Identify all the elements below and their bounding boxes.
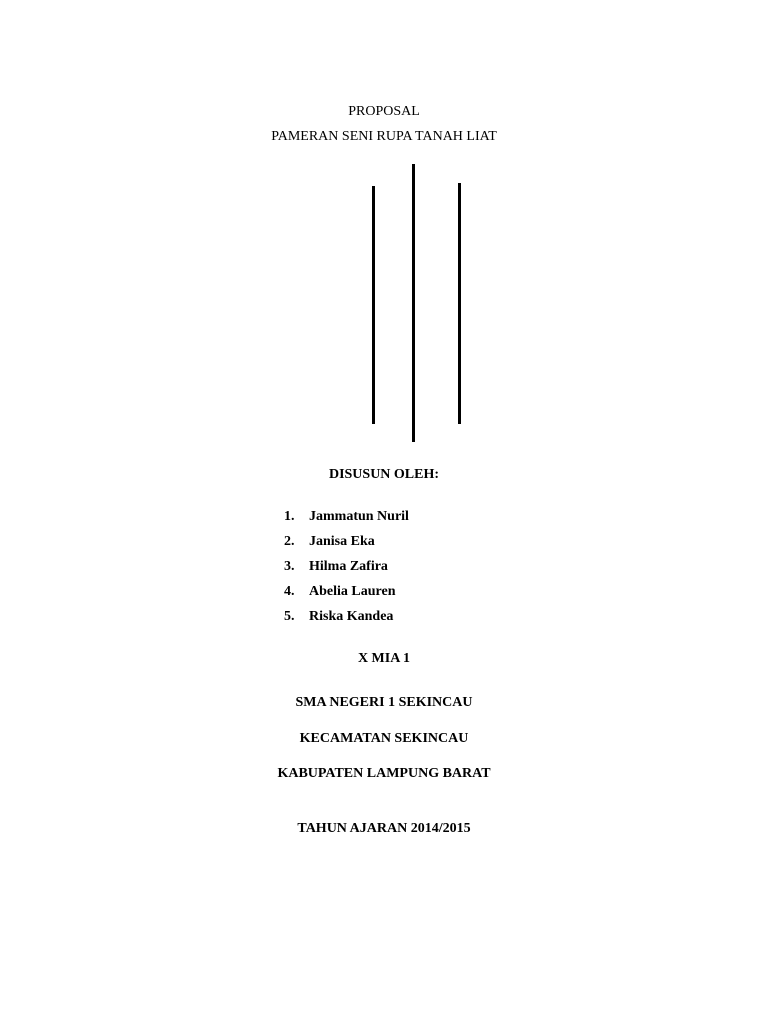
authors-heading: DISUSUN OLEH:	[328, 467, 440, 482]
author-list	[284, 508, 409, 633]
author-name: Abelia Lauren	[309, 584, 396, 599]
list-item	[284, 583, 409, 608]
list-item	[284, 508, 409, 533]
school-name: SMA NEGERI 1 SEKINCAU	[295, 695, 473, 710]
decorative-line-left	[372, 186, 375, 424]
academic-year: TAHUN AJARAN 2014/2015	[297, 821, 471, 836]
decorative-line-right	[458, 183, 461, 424]
list-item-number: 5.	[284, 609, 295, 624]
document-type: PROPOSAL	[348, 104, 420, 119]
list-item-number: 3.	[284, 559, 295, 574]
list-item	[284, 558, 409, 583]
author-name: Hilma Zafira	[309, 559, 388, 574]
list-item	[284, 608, 409, 633]
list-item-number: 2.	[284, 534, 295, 549]
author-name: Riska Kandea	[309, 609, 394, 624]
district-name: KECAMATAN SEKINCAU	[299, 731, 469, 746]
list-item-number: 1.	[284, 509, 295, 524]
list-item-number: 4.	[284, 584, 295, 599]
author-name: Janisa Eka	[309, 534, 375, 549]
list-item	[284, 533, 409, 558]
decorative-line-center	[412, 164, 415, 442]
author-name: Jammatun Nuril	[309, 509, 409, 524]
document-title: PAMERAN SENI RUPA TANAH LIAT	[271, 129, 497, 144]
class-name: X MIA 1	[357, 651, 411, 666]
regency-name: KABUPATEN LAMPUNG BARAT	[277, 766, 491, 781]
